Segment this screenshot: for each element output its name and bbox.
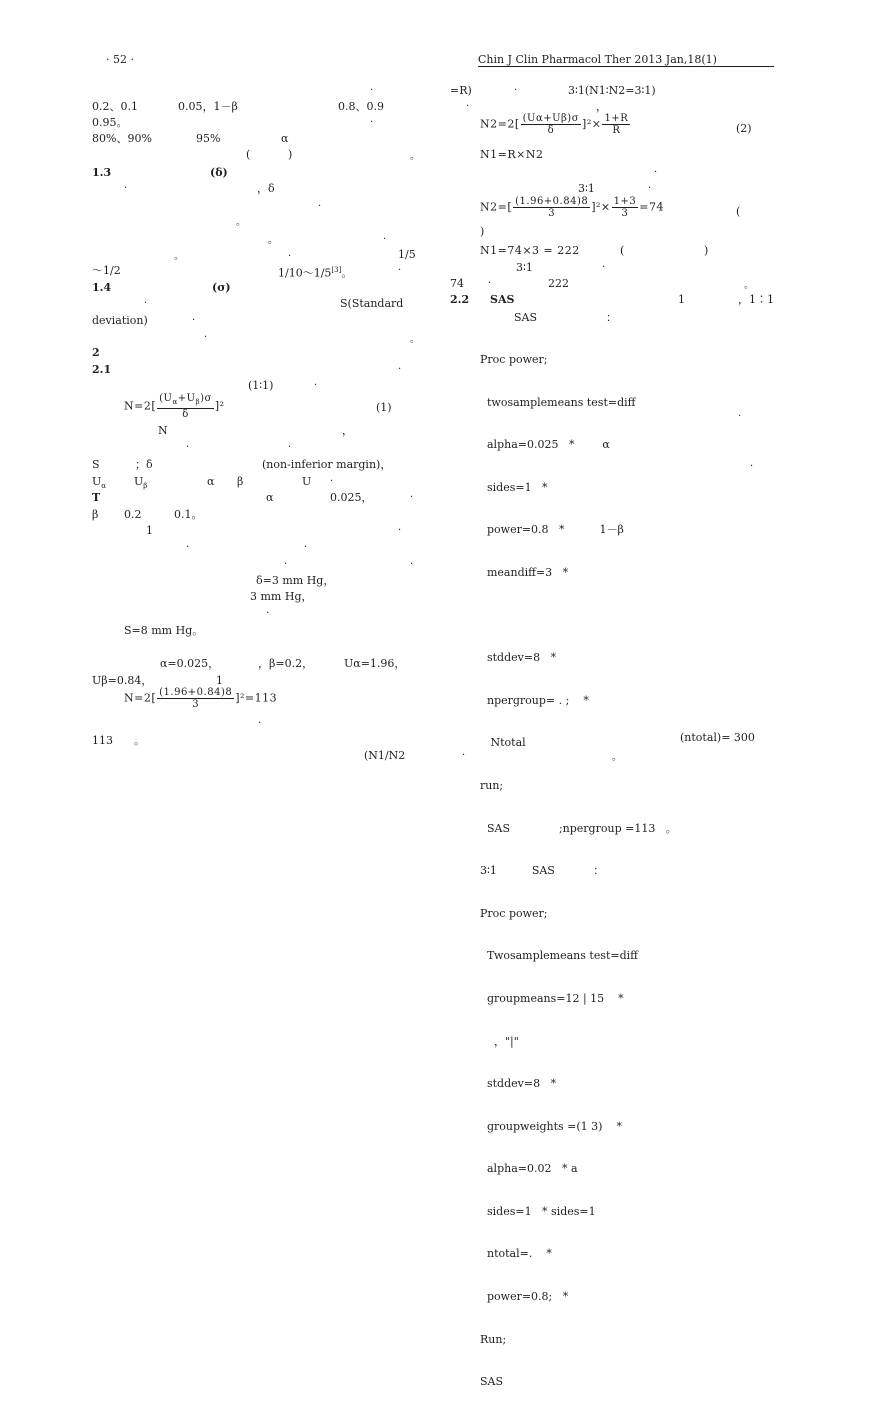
equation-6: N1=74×3 = 222	[480, 244, 580, 257]
punct: ·	[186, 442, 190, 453]
punct: ·	[266, 608, 270, 619]
ratio-text: 1/10～1/5	[278, 266, 332, 280]
punct: ·	[648, 183, 652, 194]
code-line: power=0.8 * 1－β	[480, 523, 624, 537]
eq3-denominator-2: R	[612, 125, 621, 136]
eq1-lhs: N=2[	[124, 399, 157, 413]
code-line: groupmeans=12 | 15 *	[480, 991, 624, 1005]
text-line: SAS	[514, 311, 538, 324]
eq1-denominator: δ	[182, 409, 189, 420]
code-line: Proc power;	[480, 353, 548, 366]
section-heading-symbol: (δ)	[210, 166, 228, 179]
punct: ·	[288, 251, 292, 262]
code-line: run;	[480, 778, 504, 792]
punct: ·	[318, 201, 322, 212]
text-line: α	[266, 491, 274, 504]
eq3-lhs: N2=2[	[480, 117, 520, 131]
text-line: S=8 mm Hg。	[124, 624, 204, 637]
punct: ·	[370, 85, 374, 96]
text-line: 3 mm Hg，	[250, 590, 313, 603]
code-line: stddev=8 *	[480, 1077, 557, 1091]
punct: ·	[304, 542, 308, 553]
text-line: α	[281, 132, 289, 145]
eq1-num-part: +U	[177, 393, 196, 404]
punct: 。	[268, 235, 278, 246]
text-line: ：	[606, 311, 617, 324]
text-line	[278, 264, 352, 280]
equation-number: (1)	[376, 401, 392, 414]
eq5-denominator: 3	[548, 208, 556, 219]
text-line: 0.1。	[174, 508, 203, 521]
text-line: 1	[146, 524, 153, 537]
eq1-fraction	[157, 393, 214, 420]
equation-1	[124, 393, 225, 420]
punct: ·	[398, 364, 402, 375]
code-line: Twosamplemeans test=diff	[480, 949, 638, 963]
code-line: ，"|"	[480, 1034, 519, 1048]
equation-4: N1=R×N2	[480, 148, 544, 161]
equation-number: (2)	[736, 122, 752, 135]
symbol: U	[134, 475, 144, 488]
code-line: ntotal=. *	[480, 1247, 552, 1261]
code-line: Proc power;	[480, 906, 548, 920]
eq1-sub-alpha: α	[172, 398, 178, 406]
text-line: T	[92, 491, 101, 504]
text-line: 。	[134, 734, 145, 747]
punct: 。	[174, 251, 184, 262]
code-line	[480, 609, 677, 626]
text-line: 1	[216, 674, 223, 687]
punct: ·	[398, 525, 402, 536]
page-number: · 52 ·	[106, 53, 134, 66]
text-line	[134, 475, 147, 493]
code-line: sides=1 * sides=1	[480, 1204, 596, 1218]
punct: ·	[466, 101, 470, 112]
punct: ·	[186, 542, 190, 553]
code-line: alpha=0.025 * α	[480, 438, 610, 452]
eq1-sub-beta: β	[195, 398, 201, 406]
punct: ·	[462, 750, 466, 761]
punct: ·	[738, 411, 742, 422]
code-line: twosamplemeans test=diff	[480, 395, 636, 409]
eq3-numerator-2: 1+R	[604, 113, 629, 124]
text-line: )	[288, 148, 293, 161]
punct: ·	[488, 278, 492, 289]
text-line: ～1/2	[92, 264, 121, 277]
text-line: ，	[342, 424, 353, 437]
text-line: 222	[548, 277, 569, 290]
punct: ·	[383, 234, 387, 245]
eq1-num-part: (U	[159, 393, 173, 404]
text-line: deviation)	[92, 314, 148, 327]
equation-3	[480, 113, 631, 136]
punct: ·	[192, 315, 196, 326]
punct: ·	[750, 461, 754, 472]
text-line: 3∶1	[516, 261, 533, 274]
text-line: ；δ	[135, 458, 153, 471]
eq5-lhs: N2=[	[480, 200, 513, 214]
text-line: N	[158, 424, 168, 437]
eq5-numerator-2: 1+3	[613, 196, 637, 207]
eq3-fraction-2	[602, 113, 630, 136]
eq3-fraction	[521, 113, 581, 136]
reference-mark[interactable]: [3]	[331, 266, 342, 274]
punct: ·	[124, 183, 128, 194]
eq5-rhs: =74	[639, 200, 664, 214]
punct: 。	[410, 334, 420, 345]
section-heading: 2.2	[450, 293, 470, 306]
text-line: 0.025，	[330, 491, 373, 504]
eq2-fraction	[157, 687, 234, 710]
text-line: 1	[678, 293, 685, 306]
code-line: power=0.8; *	[480, 1290, 569, 1304]
text-line: δ=3 mm Hg，	[256, 574, 335, 587]
text-line: Uβ=0.84，	[92, 674, 153, 687]
punct: ·	[602, 262, 606, 273]
section-heading: 2	[92, 346, 100, 359]
eq1-numerator	[157, 393, 214, 409]
text-line: 0.2、0.1	[92, 100, 138, 113]
punct: 。	[612, 752, 622, 763]
text-line: 0.8、0.9	[338, 100, 384, 113]
text-line: (N1/N2	[364, 749, 406, 762]
punct: ·	[514, 85, 518, 96]
equation-2	[124, 687, 277, 710]
text-line: (	[620, 244, 625, 257]
code-line: groupweights =(1 3) *	[480, 1119, 622, 1133]
eq3-denominator: δ	[547, 125, 555, 136]
eq5-fraction	[513, 196, 590, 219]
journal-header: Chin J Clin Pharmacol Ther 2013 Jan,18(1)	[478, 53, 717, 66]
eq5-mid: ]²×	[591, 200, 611, 214]
header-rule	[478, 66, 774, 67]
section-heading: 1.3	[92, 166, 112, 179]
sas-code-block	[480, 327, 677, 1405]
section-heading-symbol: (σ)	[212, 281, 231, 294]
eq2-rhs: ]²=113	[235, 691, 278, 705]
code-line: stddev=8 *	[480, 651, 557, 665]
text-line: 0.95。	[92, 116, 128, 129]
symbol: U	[92, 475, 102, 488]
code-line: Run;	[480, 1332, 507, 1346]
section-heading: 1.4	[92, 281, 112, 294]
text-line: S	[92, 458, 100, 471]
code-line: npergroup= . ; *	[480, 693, 589, 707]
text-line: 74	[450, 277, 464, 290]
text-line: 80%、90%	[92, 132, 152, 145]
text-line: =R)	[450, 84, 472, 97]
text-line: S(Standard	[340, 297, 404, 310]
punct: ·	[410, 559, 414, 570]
punct: 。	[236, 217, 246, 228]
text-line: 0.05，1－β	[178, 100, 238, 113]
eq5-fraction-2	[612, 196, 639, 219]
text-line: (ntotal)= 300	[680, 731, 755, 744]
code-line: sides=1 *	[480, 480, 548, 494]
punct: ·	[258, 718, 262, 729]
punct: ·	[410, 492, 414, 503]
punct: ·	[398, 265, 402, 276]
text-line: (1∶1)	[248, 379, 274, 392]
text-line: 1/5	[398, 248, 416, 261]
code-line: alpha=0.02 * a	[480, 1162, 578, 1176]
punct: ·	[204, 332, 208, 343]
eq2-denominator: 3	[192, 699, 200, 710]
eq2-numerator: (1.96+0.84)8	[159, 687, 233, 698]
text-line: β	[92, 508, 99, 521]
text-line: (	[736, 205, 741, 218]
text-line: ，	[596, 100, 607, 113]
eq2-lhs: N=2[	[124, 691, 157, 705]
punct: 。	[410, 151, 420, 162]
text-line: α	[207, 475, 215, 488]
text-line: ，β=0.2，	[258, 657, 314, 670]
text-line: α=0.025，	[160, 657, 220, 670]
text-line: (non-inferior margin)，	[262, 458, 392, 471]
eq1-rhs: ]²	[214, 399, 225, 413]
punct: ·	[144, 298, 148, 309]
text-line: 0.2	[124, 508, 142, 521]
eq3-mid: ]²×	[582, 117, 602, 131]
section-heading: SAS	[490, 293, 515, 306]
punct: ·	[330, 476, 334, 487]
punct: ·	[288, 442, 292, 453]
text-line: (	[246, 148, 251, 161]
text-line: U	[302, 475, 312, 488]
punct: ·	[654, 167, 658, 178]
equation-5	[480, 196, 664, 219]
text-line: 95%	[196, 132, 221, 145]
text-line: Uα=1.96，	[344, 657, 406, 670]
punct: 。	[744, 280, 754, 291]
code-line: meandiff=3 *	[480, 565, 569, 579]
eq5-numerator: (1.96+0.84)8	[515, 196, 589, 207]
punct: ·	[370, 117, 374, 128]
code-line: Ntotal	[480, 736, 526, 750]
period: 。	[341, 266, 353, 280]
text-line: 3∶1(N1∶N2=3∶1)	[568, 84, 656, 97]
subscript: α	[101, 482, 107, 491]
text-line: ，1∶1	[738, 293, 774, 306]
text-line: )	[704, 244, 709, 257]
text-line: 113	[92, 734, 113, 747]
punct: ·	[284, 559, 288, 570]
code-line: SAS	[480, 1375, 504, 1389]
eq1-num-part: )σ	[200, 393, 212, 404]
code-line: SAS ;npergroup =113 。	[480, 821, 677, 835]
eq3-numerator: (Uα+Uβ)σ	[522, 113, 580, 124]
text-line: )	[480, 225, 485, 238]
text-line: 3∶1	[578, 182, 595, 195]
section-heading: 2.1	[92, 363, 112, 376]
subscript: β	[143, 482, 148, 491]
text-line: ，δ	[257, 182, 275, 195]
text-line: β	[237, 475, 244, 488]
punct: ·	[314, 380, 318, 391]
code-line: 3∶1 SAS ：	[480, 864, 605, 878]
eq5-denominator-2: 3	[621, 208, 629, 219]
